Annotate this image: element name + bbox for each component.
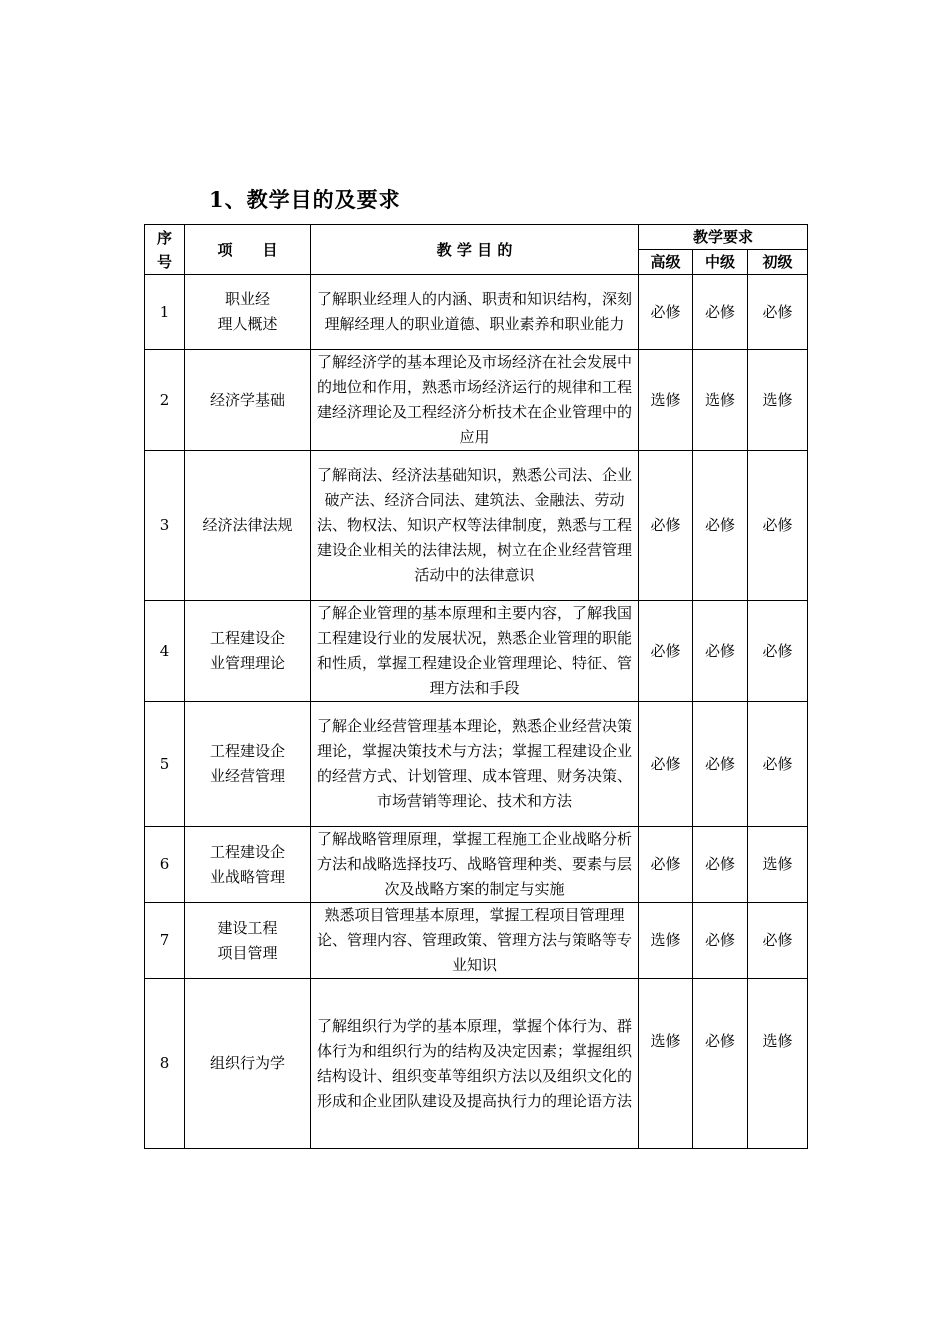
- row-req-intermediate: 必修: [693, 827, 748, 903]
- row-req-junior: 必修: [748, 903, 808, 979]
- table-row: [145, 451, 808, 601]
- table-row: [145, 601, 808, 702]
- row-req-senior: 必修: [639, 451, 693, 601]
- row-req-junior: 选修: [748, 827, 808, 903]
- header-level-junior: 初级: [748, 250, 808, 275]
- row-req-senior: 选修: [639, 350, 693, 451]
- row-item: 工程建设企 业经营管理: [185, 702, 311, 827]
- row-req-junior: 必修: [748, 275, 808, 350]
- row-no: 2: [145, 350, 185, 451]
- table-row: [145, 979, 808, 1149]
- row-goal: 了解企业经营管理基本理论，熟悉企业经营决策理论，掌握决策技术与方法；掌握工程建设企业的经营方式、计划管理、成本管理、财务决策、市场营销等理论、技术和方法: [311, 702, 639, 827]
- table-row: [145, 903, 808, 979]
- row-goal: 了解商法、经济法基础知识，熟悉公司法、企业破产法、经济合同法、建筑法、金融法、劳动法、物权法、知识产权等法律制度，熟悉与工程建设企业相关的法律法规，树立在企业经营管理活动中的法律意识: [311, 451, 639, 601]
- section-title: 1、教学目的及要求: [209, 187, 401, 212]
- header-item: 项 目: [185, 225, 311, 275]
- row-req-intermediate: 选修: [693, 350, 748, 451]
- row-req-intermediate: 必修: [693, 275, 748, 350]
- row-req-junior: 必修: [748, 601, 808, 702]
- row-no: 5: [145, 702, 185, 827]
- row-req-intermediate: 必修: [693, 903, 748, 979]
- table-row: [145, 827, 808, 903]
- row-goal: 了解企业管理的基本原理和主要内容，了解我国工程建设行业的发展状况，熟悉企业管理的职能和性质，掌握工程建设企业管理理论、特征、管理方法和手段: [311, 601, 639, 702]
- row-item: 建设工程 项目管理: [185, 903, 311, 979]
- row-req-junior: 选修: [748, 979, 808, 1149]
- header-level-intermediate: 中级: [693, 250, 748, 275]
- row-item: 组织行为学: [185, 979, 311, 1149]
- row-req-senior: 必修: [639, 601, 693, 702]
- row-no: 8: [145, 979, 185, 1149]
- row-goal: 了解职业经理人的内涵、职责和知识结构，深刻理解经理人的职业道德、职业素养和职业能力: [311, 275, 639, 350]
- header-goal: 教 学 目 的: [311, 225, 639, 275]
- table-row: [145, 275, 808, 350]
- header-level-senior: 高级: [639, 250, 693, 275]
- row-no: 3: [145, 451, 185, 601]
- row-item: 工程建设企 业管理理论: [185, 601, 311, 702]
- row-req-intermediate: 必修: [693, 979, 748, 1149]
- row-goal: 了解经济学的基本理论及市场经济在社会发展中的地位和作用，熟悉市场经济运行的规律和工程建经济理论及工程经济分析技术在企业管理中的应用: [311, 350, 639, 451]
- row-no: 4: [145, 601, 185, 702]
- row-goal: 了解组织行为学的基本原理，掌握个体行为、群体行为和组织行为的结构及决定因素；掌握组织结构设计、组织变革等组织方法以及组织文化的形成和企业团队建设及提高执行力的理论语方法: [311, 979, 639, 1149]
- row-item: 经济学基础: [185, 350, 311, 451]
- row-item: 工程建设企 业战略管理: [185, 827, 311, 903]
- row-goal: 熟悉项目管理基本原理，掌握工程项目管理理论、管理内容、管理政策、管理方法与策略等专业知识: [311, 903, 639, 979]
- header-requirement: 教学要求: [639, 225, 808, 250]
- row-goal: 了解战略管理原理，掌握工程施工企业战略分析方法和战略选择技巧、战略管理种类、要素与层次及战略方案的制定与实施: [311, 827, 639, 903]
- table-row: [145, 702, 808, 827]
- row-req-intermediate: 必修: [693, 601, 748, 702]
- row-req-intermediate: 必修: [693, 702, 748, 827]
- row-no: 1: [145, 275, 185, 350]
- teaching-requirements-table: [144, 224, 808, 1149]
- row-no: 6: [145, 827, 185, 903]
- row-req-senior: 选修: [639, 903, 693, 979]
- row-req-senior: 选修: [639, 979, 693, 1149]
- row-req-senior: 必修: [639, 275, 693, 350]
- row-req-senior: 必修: [639, 827, 693, 903]
- row-req-junior: 选修: [748, 350, 808, 451]
- row-req-junior: 必修: [748, 451, 808, 601]
- table-row: [145, 350, 808, 451]
- row-req-intermediate: 必修: [693, 451, 748, 601]
- row-req-junior: 必修: [748, 702, 808, 827]
- row-req-senior: 必修: [639, 702, 693, 827]
- row-item: 职业经 理人概述: [185, 275, 311, 350]
- header-no: 序 号: [145, 225, 185, 275]
- row-item: 经济法律法规: [185, 451, 311, 601]
- row-no: 7: [145, 903, 185, 979]
